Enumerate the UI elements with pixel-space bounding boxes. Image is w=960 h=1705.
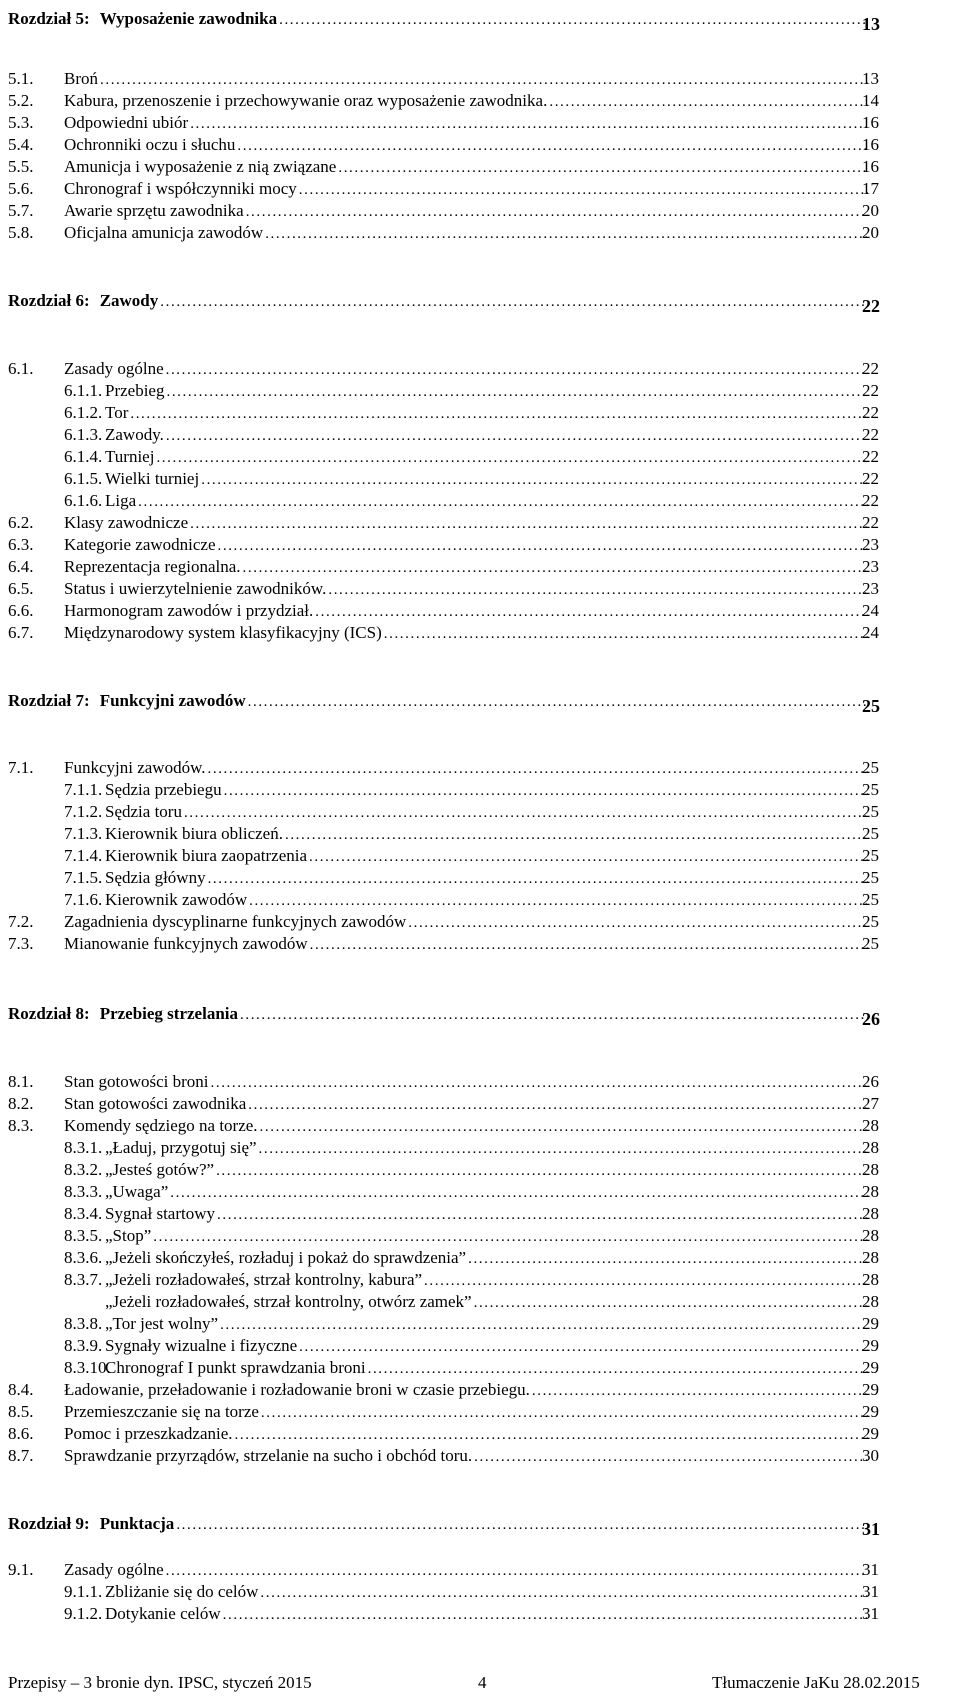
- dot-leader: [218, 535, 869, 557]
- toc-entry-page: 22: [862, 403, 879, 422]
- toc-entry-page: 22: [862, 296, 880, 316]
- toc-entry-page: 28: [862, 1292, 879, 1311]
- toc-entry-number: 6.4.: [8, 557, 34, 576]
- toc-entry-page: 24: [862, 601, 879, 620]
- toc-entry[interactable]: [0, 1357, 879, 1379]
- toc-entry-page: 25: [862, 934, 879, 953]
- toc-entry-number: 7.1.4.: [64, 846, 103, 865]
- toc-entry[interactable]: [0, 578, 879, 600]
- toc-entry-page: 25: [862, 846, 879, 865]
- toc-entry-number: 8.3.10.: [64, 1358, 111, 1377]
- toc-entry-number: 9.1.: [8, 1560, 34, 1579]
- toc-entry-title: Oficjalna amunicja zawodów: [64, 223, 264, 242]
- toc-entry-title: „Jeżeli rozładowałeś, strzał kontrolny, kabura”: [105, 1270, 423, 1289]
- dot-leader: [240, 1004, 868, 1026]
- dot-leader: [237, 135, 868, 157]
- toc-entry-title: Chronograf I punkt sprawdzania broni: [105, 1358, 366, 1377]
- dot-leader: [315, 601, 868, 623]
- toc-entry-page: 23: [862, 579, 879, 598]
- toc-entry-number: 5.2.: [8, 91, 34, 110]
- toc-entry[interactable]: [0, 1559, 879, 1581]
- toc-entry-number: 5.8.: [8, 223, 34, 242]
- toc-entry[interactable]: [0, 779, 879, 801]
- dot-leader: [224, 780, 868, 802]
- toc-entry-page: 22: [862, 513, 879, 532]
- toc-entry[interactable]: [0, 1581, 879, 1603]
- toc-entry-number: 8.3.4.: [64, 1204, 103, 1223]
- toc-entry-number: 7.1.5.: [64, 868, 103, 887]
- toc-entry-number: 8.3.6.: [64, 1248, 103, 1267]
- toc-entry-title: Awarie sprzętu zawodnika: [64, 201, 244, 220]
- toc-entry[interactable]: [0, 1203, 879, 1225]
- toc-entry-title: „Ładuj, przygotuj się”: [105, 1138, 257, 1157]
- toc-entry[interactable]: [0, 1225, 879, 1247]
- toc-entry-page: 28: [862, 1204, 879, 1223]
- toc-entry-number: Rozdział 7:: [8, 691, 90, 710]
- toc-chapter-entry[interactable]: [0, 1513, 880, 1539]
- toc-entry-title: Chronograf i współczynniki mocy: [64, 179, 297, 198]
- toc-entry-page: 29: [862, 1424, 879, 1443]
- toc-entry-number: 5.3.: [8, 113, 34, 132]
- toc-entry[interactable]: [0, 1115, 879, 1137]
- dot-leader: [310, 934, 868, 956]
- toc-entry-title: Punktacja: [99, 1514, 175, 1533]
- toc-entry-title: Sędzia przebiegu: [105, 780, 222, 799]
- dot-leader: [223, 1604, 868, 1626]
- toc-entry-title: Przebieg: [105, 381, 165, 400]
- toc-entry[interactable]: [0, 1291, 879, 1313]
- toc-entry-number: 6.1.2.: [64, 403, 103, 422]
- dot-leader: [184, 802, 868, 824]
- toc-entry[interactable]: [0, 134, 879, 156]
- toc-entry-page: 30: [862, 1446, 879, 1465]
- toc-entry-page: 16: [862, 157, 879, 176]
- toc-entry-number: 8.3.: [8, 1116, 34, 1135]
- toc-entry[interactable]: [0, 1071, 879, 1093]
- toc-entry-number: Rozdział 5:: [8, 9, 90, 28]
- toc-entry-title: Tor: [105, 403, 129, 422]
- toc-entry[interactable]: [0, 490, 879, 512]
- toc-entry-number: 5.5.: [8, 157, 34, 176]
- toc-entry-title: Klasy zawodnicze: [64, 513, 189, 532]
- toc-entry[interactable]: [0, 1269, 879, 1291]
- dot-leader: [259, 1138, 868, 1160]
- dot-leader: [260, 1116, 868, 1138]
- toc-entry-page: 28: [862, 1116, 879, 1135]
- toc-entry-page: 22: [862, 469, 879, 488]
- dot-leader: [468, 1248, 868, 1270]
- toc-entry-page: 31: [862, 1582, 879, 1601]
- toc-entry-page: 28: [862, 1270, 879, 1289]
- dot-leader: [166, 381, 868, 403]
- toc-entry-title: Zagadnienia dyscyplinarne funkcyjnych zawodów: [64, 912, 407, 931]
- toc-entry-page: 31: [862, 1519, 880, 1539]
- toc-entry-page: 28: [862, 1160, 879, 1179]
- toc-entry-page: 29: [862, 1358, 879, 1377]
- dot-leader: [166, 425, 868, 447]
- toc-entry[interactable]: [0, 1313, 879, 1335]
- dot-leader: [265, 223, 868, 245]
- toc-entry-title: Sygnał startowy: [105, 1204, 216, 1223]
- toc-chapter-entry[interactable]: [0, 8, 880, 34]
- toc-entry-page: 16: [862, 135, 879, 154]
- toc-entry-number: 9.1.1.: [64, 1582, 103, 1601]
- toc-entry-title: Broń: [64, 69, 98, 88]
- dot-leader: [160, 291, 868, 313]
- toc-entry-number: 5.7.: [8, 201, 34, 220]
- toc-entry-number: 6.1.3.: [64, 425, 103, 444]
- toc-entry-title: Zawody: [99, 291, 159, 310]
- toc-entry-page: 14: [862, 91, 879, 110]
- toc-entry[interactable]: [0, 889, 879, 911]
- toc-entry[interactable]: [0, 222, 879, 244]
- dot-leader: [220, 1314, 868, 1336]
- toc-entry-title: Międzynarodowy system klasyfikacyjny (ICS): [64, 623, 382, 642]
- toc-entry-title: Przemieszczanie się na torze: [64, 1402, 259, 1421]
- toc-entry[interactable]: [0, 933, 879, 955]
- toc-entry-title: Ochronniki oczu i słuchu: [64, 135, 236, 154]
- toc-entry[interactable]: [0, 1401, 879, 1423]
- toc-entry-title: „Tor jest wolny”: [105, 1314, 219, 1333]
- toc-entry-page: 23: [862, 535, 879, 554]
- toc-entry[interactable]: [0, 534, 879, 556]
- toc-entry-page: 20: [862, 223, 879, 242]
- toc-entry-page: 23: [862, 557, 879, 576]
- toc-entry[interactable]: [0, 845, 879, 867]
- toc-entry-number: 6.1.6.: [64, 491, 103, 510]
- toc-entry-number: 6.1.4.: [64, 447, 103, 466]
- dot-leader: [261, 1402, 868, 1424]
- toc-entry-number: 8.5.: [8, 1402, 34, 1421]
- toc-entry-title: Zasady ogólne: [64, 359, 164, 378]
- toc-entry[interactable]: [0, 446, 879, 468]
- dot-leader: [208, 868, 868, 890]
- dot-leader: [249, 890, 868, 912]
- toc-entry[interactable]: [0, 1603, 879, 1625]
- toc-entry-number: Rozdział 8:: [8, 1004, 90, 1023]
- toc-entry-page: 25: [862, 802, 879, 821]
- toc-entry-number: 7.1.1.: [64, 780, 103, 799]
- toc-entry-page: 29: [862, 1314, 879, 1333]
- dot-leader: [299, 179, 868, 201]
- toc-entry-number: 6.5.: [8, 579, 34, 598]
- toc-entry-number: 8.4.: [8, 1380, 34, 1399]
- dot-leader: [166, 359, 868, 381]
- dot-leader: [285, 824, 868, 846]
- toc-entry-page: 25: [862, 696, 880, 716]
- dot-leader: [532, 1380, 868, 1402]
- toc-entry-page: 13: [862, 14, 880, 34]
- toc-entry-number: 6.3.: [8, 535, 34, 554]
- toc-entry[interactable]: [0, 556, 879, 578]
- dot-leader: [243, 557, 868, 579]
- dot-leader: [368, 1358, 868, 1380]
- toc-entry-number: 5.1.: [8, 69, 34, 88]
- toc-entry-title: Kabura, przenoszenie i przechowywanie oraz wyposażenie zawodnika.: [64, 91, 548, 110]
- dot-leader: [156, 447, 868, 469]
- toc-entry[interactable]: [0, 90, 879, 112]
- toc-entry-title: Zasady ogólne: [64, 1560, 164, 1579]
- toc-entry-page: 24: [862, 623, 879, 642]
- toc-entry-number: 7.2.: [8, 912, 34, 931]
- footer-right: Tłumaczenie JaKu 28.02.2015: [712, 1673, 920, 1692]
- toc-entry[interactable]: [0, 424, 879, 446]
- toc-entry-number: 8.7.: [8, 1446, 34, 1465]
- toc-entry-title: Mianowanie funkcyjnych zawodów: [64, 934, 308, 953]
- toc-entry[interactable]: [0, 358, 879, 380]
- toc-entry-title: Sprawdzanie przyrządów, strzelanie na sucho i obchód toru.: [64, 1446, 473, 1465]
- toc-entry[interactable]: [0, 911, 879, 933]
- toc-entry-number: 8.3.5.: [64, 1226, 103, 1245]
- toc-entry-page: 27: [862, 1094, 879, 1113]
- dot-leader: [130, 403, 868, 425]
- toc-entry[interactable]: [0, 402, 879, 424]
- dot-leader: [246, 201, 868, 223]
- toc-entry-page: 22: [862, 381, 879, 400]
- dot-leader: [235, 1424, 868, 1446]
- toc-entry-title: Status i uwierzytelnienie zawodników.: [64, 579, 327, 598]
- toc-entry-page: 26: [862, 1072, 879, 1091]
- toc-entry-number: 7.1.6.: [64, 890, 103, 909]
- toc-entry[interactable]: [0, 1247, 879, 1269]
- toc-entry[interactable]: [0, 1445, 879, 1467]
- toc-entry[interactable]: [0, 1137, 879, 1159]
- dot-leader: [248, 1094, 868, 1116]
- toc-entry-page: 29: [862, 1380, 879, 1399]
- toc-entry-title: Zawody.: [105, 425, 164, 444]
- dot-leader: [201, 469, 868, 491]
- toc-entry-title: Odpowiedni ubiór: [64, 113, 189, 132]
- toc-entry-title: Zbliżanie się do celów: [105, 1582, 259, 1601]
- toc-entry-title: Funkcyjni zawodów: [99, 691, 246, 710]
- toc-entry[interactable]: [0, 68, 879, 90]
- toc-entry[interactable]: [0, 823, 879, 845]
- toc-entry[interactable]: [0, 600, 879, 622]
- toc-entry-page: 31: [862, 1560, 879, 1579]
- dot-leader: [190, 113, 868, 135]
- toc-entry-number: 6.6.: [8, 601, 34, 620]
- toc-entry-title: Sędzia toru: [105, 802, 182, 821]
- dot-leader: [211, 1072, 869, 1094]
- toc-entry-number: 6.1.1.: [64, 381, 103, 400]
- toc-entry-page: 25: [862, 758, 879, 777]
- toc-entry-title: Kategorie zawodnicze: [64, 535, 216, 554]
- toc-entry-number: 6.1.5.: [64, 469, 103, 488]
- toc-entry-title: „Jeżeli skończyłeś, rozładuj i pokaż do sprawdzenia”: [105, 1248, 467, 1267]
- toc-entry-title: Pomoc i przeszkadzanie.: [64, 1424, 233, 1443]
- dot-leader: [138, 491, 868, 513]
- toc-entry-number: 7.1.3.: [64, 824, 103, 843]
- dot-leader: [338, 157, 868, 179]
- toc-entry[interactable]: [0, 156, 879, 178]
- toc-entry-number: 8.3.7.: [64, 1270, 103, 1289]
- toc-entry-number: 7.1.2.: [64, 802, 103, 821]
- toc-entry-page: 25: [862, 780, 879, 799]
- toc-entry-title: Turniej: [105, 447, 155, 466]
- toc-entry-title: Harmonogram zawodów i przydział.: [64, 601, 314, 620]
- toc-entry-number: 8.3.8.: [64, 1314, 103, 1333]
- dot-leader: [170, 1182, 868, 1204]
- toc-entry-title: Komendy sędziego na torze.: [64, 1116, 258, 1135]
- toc-entry-page: 28: [862, 1182, 879, 1201]
- toc-entry-page: 20: [862, 201, 879, 220]
- toc-entry-title: Dotykanie celów: [105, 1604, 221, 1623]
- toc-entry-number: 6.7.: [8, 623, 34, 642]
- dot-leader: [190, 513, 868, 535]
- toc-entry-page: 13: [862, 69, 879, 88]
- toc-entry-title: Liga: [105, 491, 137, 510]
- toc-entry-number: 8.3.9.: [64, 1336, 103, 1355]
- toc-entry-title: Funkcyjni zawodów.: [64, 758, 206, 777]
- dot-leader: [260, 1582, 868, 1604]
- toc-entry-number: 8.3.3.: [64, 1182, 103, 1201]
- toc-entry-number: 6.1.: [8, 359, 34, 378]
- toc-entry-title: Wielki turniej: [105, 469, 200, 488]
- footer-left: Przepisy – 3 bronie dyn. IPSC, styczeń 2015: [8, 1673, 312, 1692]
- toc-entry[interactable]: [0, 380, 879, 402]
- toc-entry-title: Sygnały wizualne i fizyczne: [105, 1336, 298, 1355]
- toc-entry[interactable]: [0, 801, 879, 823]
- toc-entry-page: 22: [862, 447, 879, 466]
- toc-entry-title: Przebieg strzelania: [99, 1004, 238, 1023]
- toc-entry[interactable]: [0, 1093, 879, 1115]
- toc-entry-page: 31: [862, 1604, 879, 1623]
- toc-chapter-entry[interactable]: [0, 290, 880, 316]
- toc-entry-page: 22: [862, 425, 879, 444]
- dot-leader: [549, 91, 868, 113]
- dot-leader: [408, 912, 868, 934]
- dot-leader: [384, 623, 868, 645]
- toc-entry-title: Kierownik biura obliczeń.: [105, 824, 283, 843]
- toc-entry-page: 25: [862, 824, 879, 843]
- dot-leader: [100, 69, 868, 91]
- toc-entry-page: 25: [862, 890, 879, 909]
- toc-entry-title: Kierownik biura zaopatrzenia: [105, 846, 308, 865]
- toc-entry-title: Sędzia główny: [105, 868, 206, 887]
- toc-entry[interactable]: [0, 200, 879, 222]
- toc-entry-title: Stan gotowości broni: [64, 1072, 209, 1091]
- toc-entry-title: Ładowanie, przeładowanie i rozładowanie broni w czasie przebiegu.: [64, 1380, 530, 1399]
- toc-entry-page: 25: [862, 912, 879, 931]
- toc-entry-page: 22: [862, 359, 879, 378]
- toc-entry-page: 17: [862, 179, 879, 198]
- toc-entry[interactable]: [0, 1423, 879, 1445]
- dot-leader: [208, 758, 869, 780]
- toc-entry-title: „Jeżeli rozładowałeś, strzał kontrolny, otwórz zamek”: [105, 1292, 472, 1311]
- dot-leader: [328, 579, 868, 601]
- toc-entry-title: Wyposażenie zawodnika: [99, 9, 278, 28]
- toc-entry[interactable]: [0, 867, 879, 889]
- dot-leader: [309, 846, 868, 868]
- toc-entry[interactable]: [0, 468, 879, 490]
- toc-entry[interactable]: [0, 1159, 879, 1181]
- dot-leader: [474, 1446, 868, 1468]
- toc-entry-number: Rozdział 6:: [8, 291, 90, 310]
- toc-entry-title: „Stop”: [105, 1226, 152, 1245]
- toc-entry-number: 8.3.1.: [64, 1138, 103, 1157]
- toc-entry-page: 29: [862, 1336, 879, 1355]
- toc-entry-page: 29: [862, 1402, 879, 1421]
- toc-entry-number: 9.1.2.: [64, 1604, 103, 1623]
- toc-entry-number: 8.6.: [8, 1424, 34, 1443]
- toc-entry-title: Kierownik zawodów: [105, 890, 248, 909]
- toc-entry-title: „Jesteś gotów?”: [105, 1160, 215, 1179]
- toc-entry[interactable]: [0, 512, 879, 534]
- dot-leader: [248, 691, 868, 713]
- toc-entry-page: 25: [862, 868, 879, 887]
- toc-chapter-entry[interactable]: [0, 1003, 880, 1029]
- toc-entry[interactable]: [0, 112, 879, 134]
- toc-entry-title: Stan gotowości zawodnika: [64, 1094, 247, 1113]
- dot-leader: [176, 1514, 868, 1536]
- toc-entry-number: 8.1.: [8, 1072, 34, 1091]
- toc-entry-page: 16: [862, 113, 879, 132]
- dot-leader: [424, 1270, 868, 1292]
- toc-entry-page: 28: [862, 1138, 879, 1157]
- dot-leader: [216, 1160, 868, 1182]
- dot-leader: [217, 1204, 868, 1226]
- dot-leader: [153, 1226, 868, 1248]
- toc-entry-title: Reprezentacja regionalna.: [64, 557, 241, 576]
- dot-leader: [279, 9, 868, 31]
- toc-chapter-entry[interactable]: [0, 690, 880, 716]
- toc-entry[interactable]: [0, 1181, 879, 1203]
- toc-entry[interactable]: [0, 1335, 879, 1357]
- toc-entry[interactable]: [0, 622, 879, 644]
- toc-entry-number: 5.4.: [8, 135, 34, 154]
- dot-leader: [299, 1336, 868, 1358]
- toc-entry-number: 8.2.: [8, 1094, 34, 1113]
- toc-entry[interactable]: [0, 757, 879, 779]
- toc-entry-page: 28: [862, 1226, 879, 1245]
- toc-entry-number: Rozdział 9:: [8, 1514, 90, 1533]
- toc-entry-number: 5.6.: [8, 179, 34, 198]
- toc-entry-title: Amunicja i wyposażenie z nią związane: [64, 157, 337, 176]
- toc-entry-number: 7.1.: [8, 758, 34, 777]
- toc-entry-number: 8.3.2.: [64, 1160, 103, 1179]
- toc-entry-page: 26: [862, 1009, 880, 1029]
- dot-leader: [166, 1560, 868, 1582]
- dot-leader: [474, 1292, 868, 1314]
- toc-entry[interactable]: [0, 1379, 879, 1401]
- toc-entry-page: 28: [862, 1248, 879, 1267]
- toc-entry[interactable]: [0, 178, 879, 200]
- toc-entry-number: 6.2.: [8, 513, 34, 532]
- toc-entry-page: 22: [862, 491, 879, 510]
- toc-entry-title: „Uwaga”: [105, 1182, 169, 1201]
- toc-entry-number: 7.3.: [8, 934, 34, 953]
- footer-page-number: 4: [478, 1673, 487, 1692]
